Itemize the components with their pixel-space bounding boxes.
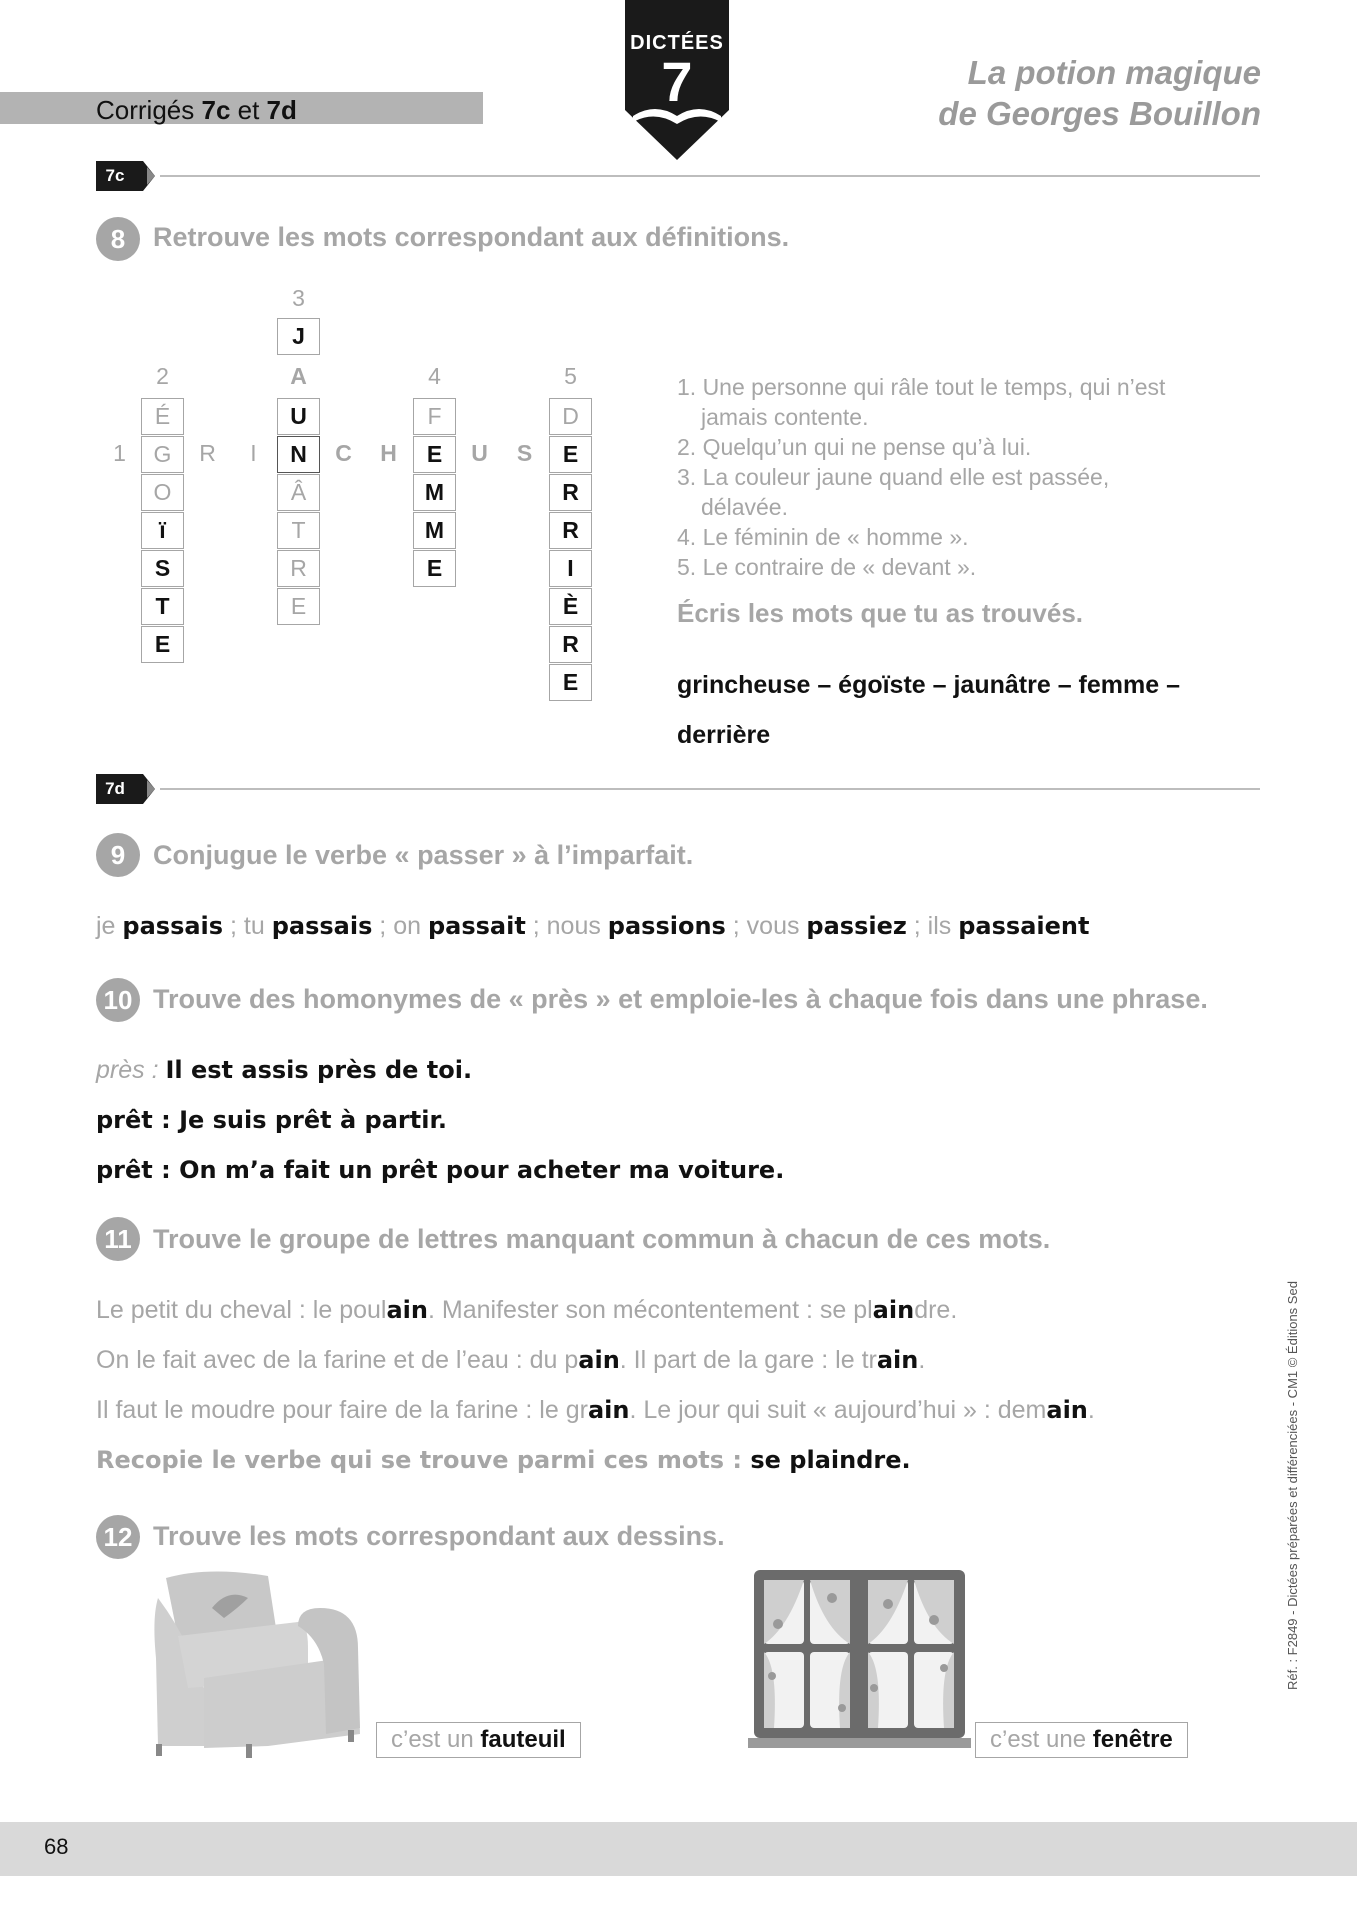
crossword-cell: D [549, 398, 592, 435]
crossword-cell: M [413, 474, 456, 511]
exercise-number: 10 [96, 978, 140, 1022]
crossword-cell: R [549, 626, 592, 663]
missing-letters-line: On le fait avec de la farine et de l’eau : du pain. Il part de la gare : le train. [96, 1346, 926, 1374]
exercise-title: Trouve des homonymes de « près » et emploie-les à chaque fois dans une phrase. [153, 984, 1208, 1014]
answer-line: derrière [677, 721, 771, 749]
crossword-letter: A [290, 363, 307, 389]
crossword-letter: R [199, 440, 216, 466]
crossword-cell: ï [141, 512, 184, 549]
crossword-cell: F [413, 398, 456, 435]
crossword-cell: T [277, 512, 320, 549]
crossword-letter: H [380, 440, 397, 466]
crossword-cell: J [277, 318, 320, 355]
crossword-letter: C [335, 440, 352, 466]
crossword-cell: È [549, 588, 592, 625]
exercise-number: 12 [96, 1515, 140, 1559]
crossword-cell: U [277, 398, 320, 435]
missing-letters-line: Il faut le moudre pour faire de la farine : le grain. Le jour qui suit « aujourd’hui » : demain. [96, 1396, 1095, 1424]
definition-item: 2. Quelqu’un qui ne pense qu’à lui. [677, 434, 1032, 460]
definition-item: 3. La couleur jaune quand elle est passée, [677, 464, 1110, 490]
exercise-title: Trouve le groupe de lettres manquant commun à chacun de ces mots. [153, 1224, 1051, 1254]
clue-number: 3 [292, 285, 305, 311]
side-reference: Réf. : F2849 - Dictées préparées et différenciées - CM1 © Éditions Sed [1285, 1281, 1300, 1690]
crossword-letter: U [471, 440, 488, 466]
conjugation-line: je passais ; tu passais ; on passait ; nous passions ; vous passiez ; ils passaient [96, 912, 1090, 940]
crossword-letter: S [516, 440, 533, 466]
definitions-list [677, 372, 1237, 582]
crossword-cell: Â [277, 474, 320, 511]
crossword-cell: E [141, 626, 184, 663]
crossword-cell: R [549, 474, 592, 511]
exercise-subtitle: Écris les mots que tu as trouvés. [677, 598, 1084, 628]
definition-item: jamais contente. [701, 404, 869, 430]
definition-item: 4. Le féminin de « homme ». [677, 524, 969, 550]
page-number: 68 [44, 1834, 69, 1859]
answer-box: c’est une fenêtre [975, 1722, 1188, 1758]
crossword-cell: R [549, 512, 592, 549]
answer-box: c’est un fauteuil [376, 1722, 581, 1758]
badge-label: DICTÉES [630, 32, 724, 54]
crossword-cell: E [413, 550, 456, 587]
crossword-cell: S [141, 550, 184, 587]
badge-number: 7 [661, 50, 693, 113]
missing-letters-line: Le petit du cheval : le poulain. Manifester son mécontentement : se plaindre. [96, 1296, 958, 1324]
section-rule [160, 175, 1260, 177]
section-tag-7d: 7d [96, 774, 134, 804]
homonym-line: prêt : Je suis prêt à partir. [96, 1106, 447, 1134]
clue-number: 4 [428, 363, 441, 389]
armchair-drawing [148, 1568, 373, 1762]
footer-band [0, 1822, 1357, 1876]
answer-line: grincheuse – égoïste – jaunâtre – femme – [677, 671, 1180, 699]
clue-number: 1 [113, 440, 126, 466]
crossword-cell: E [549, 664, 592, 701]
exercise-number: 11 [96, 1217, 140, 1261]
crossword-cell: T [141, 588, 184, 625]
definition-item: 1. Une personne qui râle tout le temps, qui n’est [677, 374, 1166, 400]
recopie-line: Recopie le verbe qui se trouve parmi ces mots : se plaindre. [96, 1446, 911, 1474]
definition-item: délavée. [701, 494, 788, 520]
section-tag-7c: 7c [96, 161, 134, 191]
definition-item: 5. Le contraire de « devant ». [677, 554, 977, 580]
exercise-title: Conjugue le verbe « passer » à l’imparfait. [153, 840, 694, 870]
crossword-cell: E [549, 436, 592, 473]
homonym-line: près : Il est assis près de toi. [96, 1056, 473, 1084]
crossword-cell: I [549, 550, 592, 587]
homonym-line: prêt : On m’a fait un prêt pour acheter ma voiture. [96, 1156, 785, 1184]
crossword-cell: E [413, 436, 456, 473]
exercise-number: 9 [96, 833, 140, 877]
exercise-title: Trouve les mots correspondant aux dessins. [153, 1521, 725, 1551]
clue-number: 2 [156, 363, 169, 389]
corriges-heading: Corrigés 7c et 7d [96, 95, 297, 125]
crossword-cell: R [277, 550, 320, 587]
clue-number: 5 [564, 363, 577, 389]
crossword-cell: O [141, 474, 184, 511]
crossword-letter: I [250, 440, 257, 466]
crossword-cell: É [141, 398, 184, 435]
crossword-cell: N [277, 436, 320, 473]
exercise-title: Retrouve les mots correspondant aux définitions. [153, 222, 790, 252]
section-rule [160, 788, 1260, 790]
crossword-cell: G [141, 436, 184, 473]
crossword-cell: M [413, 512, 456, 549]
page-title: La potion magique de Georges Bouillon [938, 54, 1261, 132]
window-drawing [748, 1568, 971, 1750]
crossword-cell: E [277, 588, 320, 625]
exercise-number: 8 [96, 217, 140, 261]
